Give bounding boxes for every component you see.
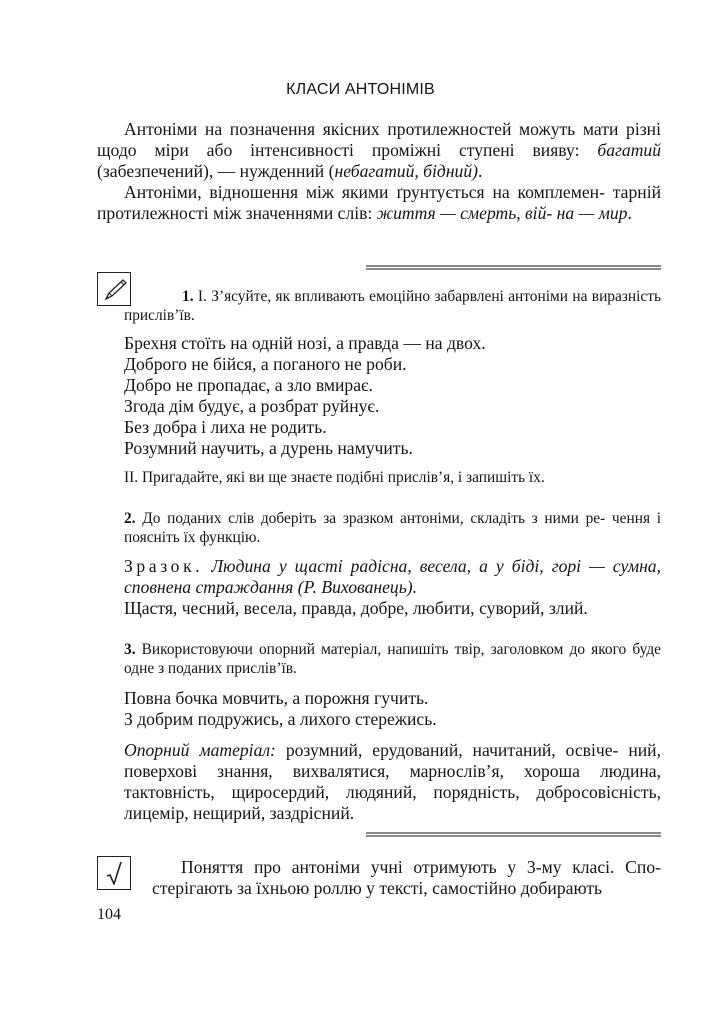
task-2-number: 2. [124,510,136,527]
task-3-instruction [124,640,661,678]
intro-p1-line2: різні щодо міри або інтенсивності проміжні ступені вияву: [97,119,661,160]
task-3-proverb-2: З добрим подружись, а лихого стережись. [124,709,437,729]
task-2-text-line2: чення і поясніть їх функцію. [124,510,661,546]
proverb-6: Розумний научить, а дурень намучить. [124,438,413,458]
sample-line-1: Людина у щасті радісна, весела, а у біді, горі — сумна, [203,556,661,576]
task-2-instruction [124,509,661,547]
support-line-2: ний, поверхові знання, вихвалятися, марнослів’я, хороша людина, [124,740,661,781]
task-2-words: Щастя, чесний, весела, правда, добре, любити, суворий, злий. [124,598,588,618]
task-3-support-material [124,740,661,824]
section-divider-bottom [366,832,661,837]
task-3-text-line1: Використовуючи опорний матеріал, напишіть твір, заголовком до [135,641,586,658]
sample-label: Зразок. [124,556,204,576]
page-number: 104 [97,906,121,923]
section-title: КЛАСИ АНТОНІМІВ [286,81,435,98]
intro-p1-line1: Антоніми на позначення якісних протилежностей можуть мати [124,119,619,139]
support-label: Опорний матеріал: [124,740,276,760]
intro-example-rich: багатий [597,140,661,160]
support-line-3: тактовність, щиросердий, людяний, порядність, добросовісність, [124,782,661,802]
sample-line-2: сповнена страждання (Р. Вихованець). [124,577,417,597]
intro-p1-line3a: (забезпечений), — нужденний ( [97,161,335,181]
proverb-1: Брехня стоїть на одній нозі, а правда — на двох. [124,333,486,353]
task-3-proverb-1: Повна бочка мовчить, а порожня гучить. [124,688,429,708]
support-line-4: лицемір, нещирий, заздрісний. [124,803,355,823]
task-1-part-2: ІІ. Пригадайте, які ви ще знаєте подібні прислів’я, і запишіть їх. [124,469,545,486]
task-2-text-line1: До поданих слів доберіть за зразком антоніми, складіть з ними ре- [135,510,606,527]
proverb-4: Згода дім будує, а розбрат руйнує. [124,396,380,416]
task-1-text-line1: І. З’ясуйте, як впливають емоційно забарвлені антоніми на [193,288,588,305]
note-line-2: стерігають за їхньою роллю у тексті, самостійно добирають [152,878,603,898]
task-1-number: 1. [182,288,194,305]
intro-p2-line2a: тарній протилежності між значеннями слів: [97,182,661,223]
intro-example-poor: небагатий, бідний) [334,161,478,181]
task-3-text-line2: якого буде одне з поданих прислів’їв. [124,641,661,677]
task-3-number: 3. [124,641,136,658]
support-line-1: розумний, ерудований, начитаний, освіче- [275,740,619,760]
task-2-sample [124,556,661,598]
intro-p2-line3b: . [627,203,632,223]
intro-paragraph-1 [97,119,661,182]
section-divider-top [366,265,661,270]
intro-p2-line1: Антоніми, відношення між якими ґрунтується на комплемен- [124,182,605,202]
task-1-instruction [124,287,661,325]
proverb-3: Добро не пропадає, а зло вмирає. [124,375,373,395]
checkmark-icon [97,856,131,890]
intro-paragraph-2 [97,182,661,224]
teacher-note [152,857,661,899]
intro-p1-line3c: . [478,161,483,181]
intro-example-life-death: життя — смерть, вій- [376,203,553,223]
task-1-text-line2: виразність прислів’їв. [124,288,661,324]
proverb-5: Без добра і лиха не родить. [124,417,327,437]
note-line-1: Поняття про антоніми учні отримують у 3-му класі. Спо- [181,857,661,877]
intro-example-war-peace: на — мир [556,203,628,223]
proverb-2: Доброго не бійся, а поганого не роби. [124,354,407,374]
